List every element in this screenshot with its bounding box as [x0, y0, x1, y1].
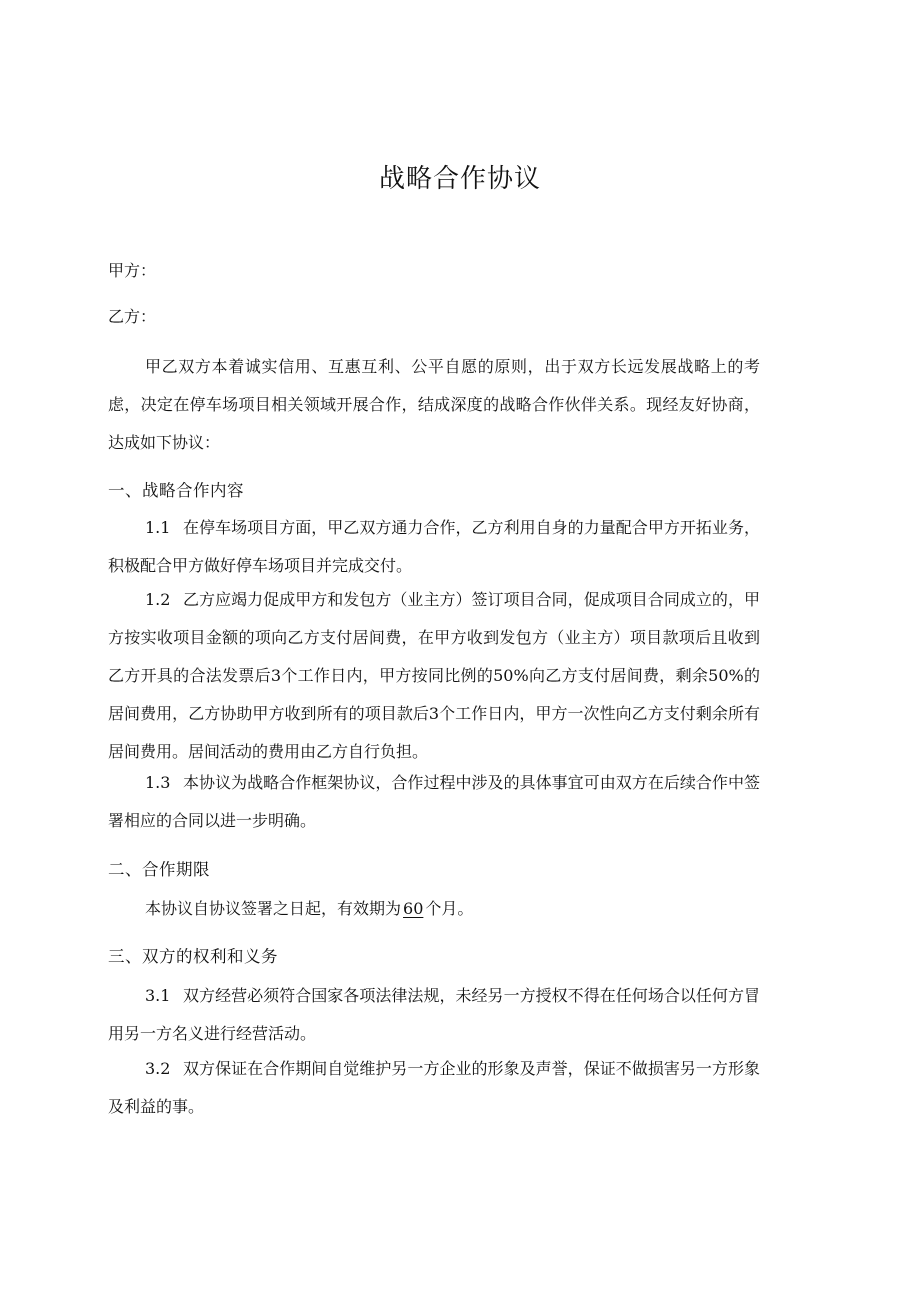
- clause-1-2: [108, 581, 760, 771]
- document-title: 战略合作协议: [378, 164, 541, 194]
- term-statement: [145, 897, 473, 921]
- clause-number: 1.2: [145, 590, 171, 609]
- clause-number: 3.2: [145, 1059, 171, 1078]
- clause-number: 3.1: [145, 986, 171, 1005]
- clause-text: 双方保证在合作期间自觉维护另一方企业的形象及声誉，保证不做损害另一方形象及利益的事。: [108, 1059, 760, 1116]
- clause-1-3: [108, 764, 760, 840]
- clause-text: 在停车场项目方面，甲乙双方通力合作，乙方利用自身的力量配合甲方开拓业务，积极配合甲方做好停车场项目并完成交付。: [108, 518, 760, 575]
- clause-text: 本协议为战略合作框架协议，合作过程中涉及的具体事宜可由双方在后续合作中签署相应的合同以进一步明确。: [108, 773, 760, 830]
- clause-text: 乙方应竭力促成甲方和发包方（业主方）签订项目合同，促成项目合同成立的，甲方按实收项目金额的项向乙方支付居间费，在甲方收到发包方（业主方）项目款项后且收到乙方开具的合法发票后3个工作日内，甲方按同比例的50%向乙方支付居间费，剩余50%的居间费用，乙方协助甲方收到所有的项目款后3个工作日内，甲方一次性向乙方支付剩余所有居间费用。居间活动的费用由乙方自行负担。: [108, 590, 760, 761]
- clause-text: 双方经营必须符合国家各项法律法规，未经另一方授权不得在任何场合以任何方冒用另一方名义进行经营活动。: [108, 986, 760, 1043]
- clause-number: 1.1: [145, 518, 171, 537]
- party-a-label: 甲方：: [108, 261, 157, 280]
- clause-1-1: [108, 509, 760, 585]
- term-prefix: 本协议自协议签署之日起，有效期为: [145, 899, 402, 918]
- clause-3-2: [108, 1050, 760, 1126]
- term-months-value: 60: [403, 899, 424, 918]
- party-b-label: 乙方：: [108, 307, 157, 326]
- section-heading-rights-obligations: 三、双方的权利和义务: [108, 947, 278, 966]
- section-heading-cooperation-term: 二、合作期限: [108, 860, 210, 879]
- section-heading-cooperation-content: 一、战略合作内容: [108, 481, 244, 500]
- clause-3-1: [108, 977, 760, 1053]
- intro-paragraph: 甲乙双方本着诚实信用、互惠互利、公平自愿的原则，出于双方长远发展战略上的考虑，决定在停车场项目相关领域开展合作，结成深度的战略合作伙伴关系。现经友好协商，达成如下协议：: [108, 357, 760, 452]
- term-suffix: 个月。: [425, 899, 474, 918]
- clause-number: 1.3: [145, 773, 171, 792]
